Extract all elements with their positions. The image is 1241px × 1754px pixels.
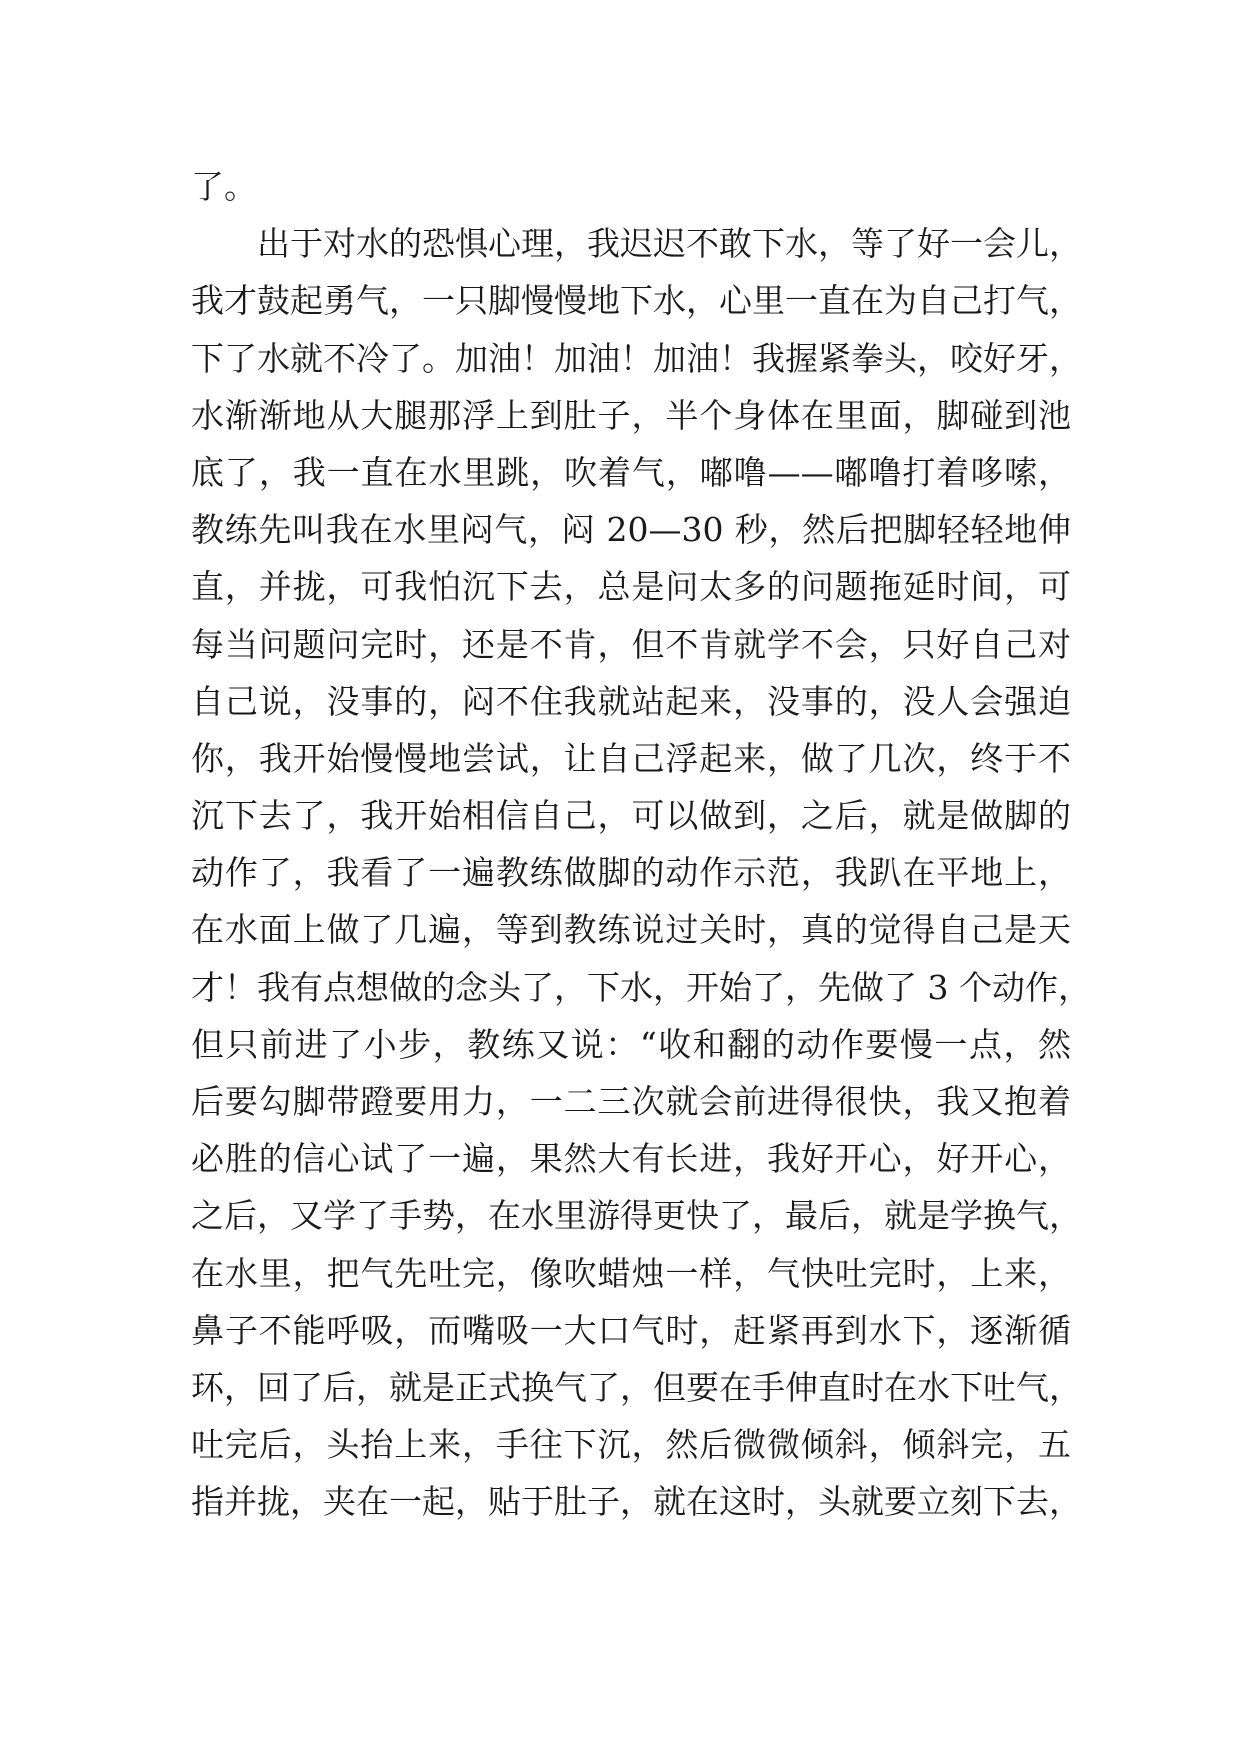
text-line: 才！我有点想做的念头了，下水，开始了，先做了 3 个动作， (191, 967, 1091, 1007)
text-line: 出于对水的恐惧心理，我迟迟不敢下水，等了好一会儿， (191, 224, 1082, 264)
text-line: 底了，我一直在水里跳，吹着气，嘟噜——嘟噜打着哆嗦， (191, 452, 1071, 492)
text-line: 我才鼓起勇气，一只脚慢慢地下水，心里一直在为自己打气， (191, 281, 1082, 321)
text-line: 指并拢，夹在一起，贴于肚子，就在这时，头就要立刻下去， (191, 1482, 1082, 1522)
text-line: 直，并拢，可我怕沉下去，总是问太多的问题拖延时间，可 (191, 567, 1071, 607)
text-line: 但只前进了小步，教练又说：“收和翻的动作要慢一点，然 (191, 1024, 1071, 1064)
text-line: 沉下去了，我开始相信自己，可以做到，之后，就是做脚的 (191, 796, 1071, 836)
body-text (191, 158, 1091, 1531)
text-line: 自己说，没事的，闷不住我就站起来，没事的，没人会强迫 (191, 681, 1071, 721)
text-line: 鼻子不能呼吸，而嘴吸一大口气时，赶紧再到水下，逐渐循 (191, 1310, 1071, 1350)
text-line: 了。 (191, 167, 257, 206)
text-line: 之后，又学了手势，在水里游得更快了，最后，就是学换气， (191, 1196, 1082, 1236)
text-line: 必胜的信心试了一遍，果然大有长进，我好开心，好开心， (191, 1139, 1071, 1179)
text-line: 在水面上做了几遍，等到教练说过关时，真的觉得自己是天 (191, 910, 1071, 950)
text-line: 环，回了后，就是正式换气了，但要在手伸直时在水下吐气， (191, 1367, 1082, 1407)
text-line: 水渐渐地从大腿那浮上到肚子，半个身体在里面，脚碰到池 (191, 395, 1071, 435)
text-line: 下了水就不冷了。加油！加油！加油！我握紧拳头，咬好牙， (191, 338, 1082, 378)
text-line: 后要勾脚带蹬要用力，一二三次就会前进得很快，我又抱着 (191, 1082, 1071, 1121)
text-line: 在水里，把气先吐完，像吹蜡烛一样，气快吐完时，上来， (191, 1253, 1071, 1293)
text-line: 每当问题问完时，还是不肯，但不肯就学不会，只好自己对 (191, 624, 1071, 664)
text-line: 吐完后，头抬上来，手往下沉，然后微微倾斜，倾斜完，五 (191, 1425, 1071, 1465)
text-line: 动作了，我看了一遍教练做脚的动作示范，我趴在平地上， (191, 853, 1071, 893)
text-line: 你，我开始慢慢地尝试，让自己浮起来，做了几次，终于不 (191, 738, 1071, 778)
text-line: 教练先叫我在水里闷气，闷 20—30 秒，然后把脚轻轻地伸 (191, 510, 1071, 550)
